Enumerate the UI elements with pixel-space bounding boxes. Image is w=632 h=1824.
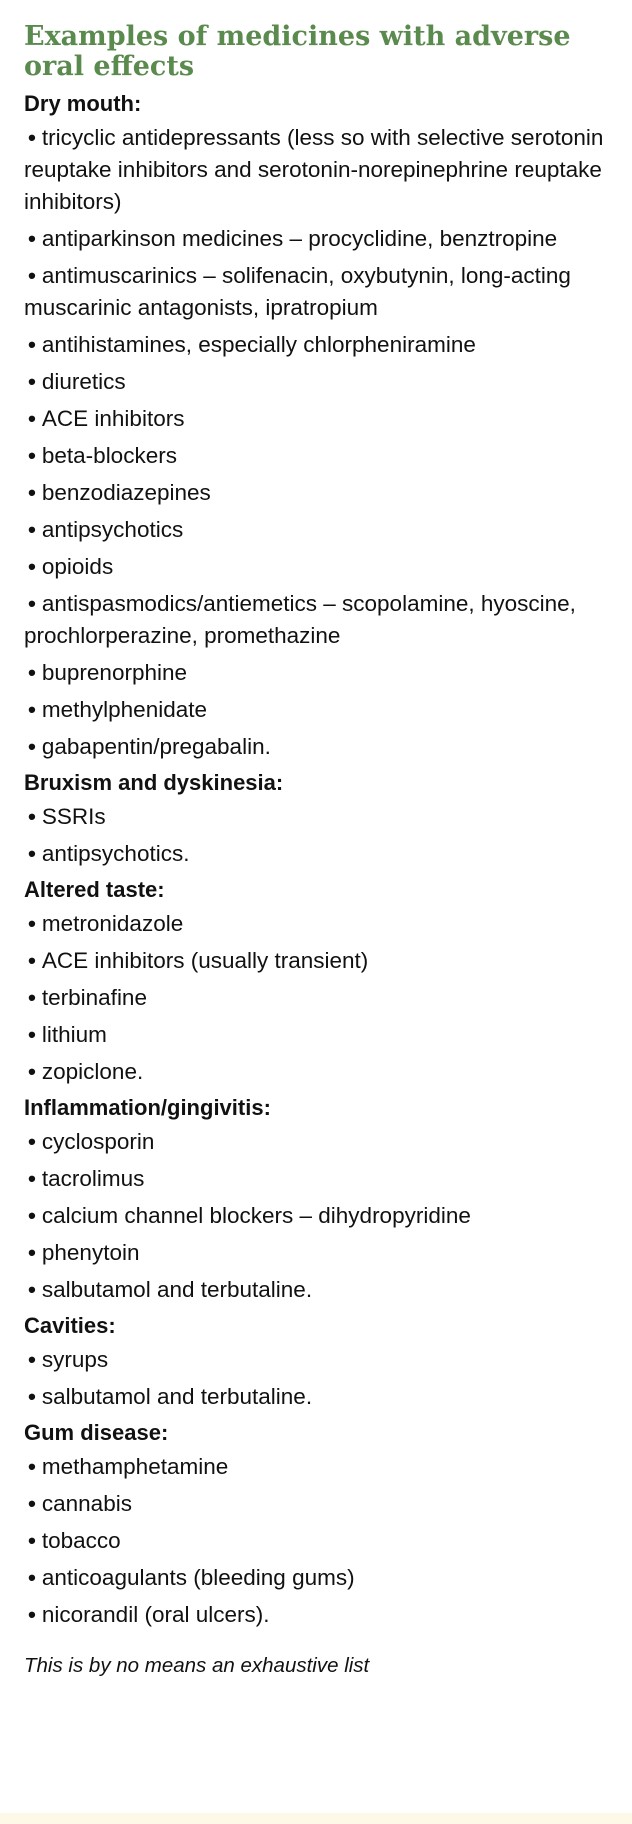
list-item <box>24 1200 612 1232</box>
list-item-text: benzodiazepines <box>41 480 211 505</box>
bullet-icon: • <box>28 406 36 431</box>
list-item <box>24 514 612 546</box>
panel-title: Examples of medicines with adverse oral effects <box>24 21 571 82</box>
list-item <box>24 1274 612 1306</box>
list-item-text: nicorandil (oral ulcers). <box>41 1602 270 1627</box>
bullet-icon: • <box>28 1602 36 1627</box>
bullet-icon: • <box>28 1565 36 1590</box>
bullet-icon: • <box>28 332 36 357</box>
bullet-icon: • <box>28 948 36 973</box>
list-item-text: tricyclic antidepressants (less so with selective serotonin reuptake inhibitors and serotonin-norepinephrine reuptake inhibitors) <box>24 125 604 214</box>
list-item <box>24 122 612 218</box>
bullet-icon: • <box>28 1022 36 1047</box>
bullet-icon: • <box>28 1129 36 1154</box>
bullet-icon: • <box>28 369 36 394</box>
bullet-icon: • <box>28 985 36 1010</box>
list-item-text: salbutamol and terbutaline. <box>41 1277 313 1302</box>
list-item <box>24 1056 612 1088</box>
bottom-band <box>0 1813 632 1824</box>
item-list <box>24 1451 612 1631</box>
list-item-text: antipsychotics <box>41 517 184 542</box>
list-item-text: antispasmodics/antiemetics – scopolamine, hyoscine, prochlorperazine, promethazine <box>24 591 576 648</box>
list-item <box>24 329 612 361</box>
section-heading: Gum disease: <box>24 1420 169 1445</box>
section <box>24 1094 612 1306</box>
list-item-text: syrups <box>41 1347 109 1372</box>
list-item <box>24 801 612 833</box>
list-item-text: tobacco <box>41 1528 121 1553</box>
list-item-text: metronidazole <box>41 911 184 936</box>
list-item <box>24 588 612 652</box>
list-item-text: SSRIs <box>41 804 106 829</box>
list-item <box>24 1562 612 1594</box>
list-item <box>24 477 612 509</box>
bullet-icon: • <box>28 1240 36 1265</box>
list-item-text: antiparkinson medicines – procyclidine, benztropine <box>41 226 558 251</box>
list-item <box>24 982 612 1014</box>
bullet-icon: • <box>28 1454 36 1479</box>
item-list <box>24 1126 612 1306</box>
bullet-icon: • <box>28 480 36 505</box>
list-item-text: diuretics <box>41 369 126 394</box>
list-item-text: calcium channel blockers – dihydropyridine <box>41 1203 471 1228</box>
item-list <box>24 908 612 1088</box>
bullet-icon: • <box>28 1277 36 1302</box>
list-item <box>24 1237 612 1269</box>
section <box>24 90 612 763</box>
list-item <box>24 1525 612 1557</box>
section <box>24 1419 612 1631</box>
list-item-text: gabapentin/pregabalin. <box>41 734 271 759</box>
bullet-icon: • <box>28 554 36 579</box>
list-item <box>24 440 612 472</box>
list-item-text: ACE inhibitors (usually transient) <box>41 948 369 973</box>
list-item <box>24 223 612 255</box>
section-heading: Altered taste: <box>24 877 165 902</box>
list-item-text: lithium <box>41 1022 107 1047</box>
list-item <box>24 694 612 726</box>
list-item-text: terbinafine <box>41 985 147 1010</box>
section-heading: Inflammation/gingivitis: <box>24 1095 271 1120</box>
list-item-text: antihistamines, especially chlorpheniramine <box>41 332 476 357</box>
bullet-icon: • <box>28 841 36 866</box>
list-item <box>24 1451 612 1483</box>
list-item <box>24 1163 612 1195</box>
bullet-icon: • <box>28 1166 36 1191</box>
bullet-icon: • <box>28 1384 36 1409</box>
bullet-icon: • <box>28 660 36 685</box>
list-item <box>24 1344 612 1376</box>
section <box>24 876 612 1088</box>
list-item <box>24 403 612 435</box>
bullet-icon: • <box>28 697 36 722</box>
list-item-text: ACE inhibitors <box>41 406 185 431</box>
list-item-text: opioids <box>41 554 114 579</box>
list-item-text: zopiclone. <box>41 1059 144 1084</box>
list-item <box>24 260 612 324</box>
list-item-text: anticoagulants (bleeding gums) <box>41 1565 355 1590</box>
list-item-text: beta-blockers <box>41 443 177 468</box>
bullet-icon: • <box>28 1528 36 1553</box>
bullet-icon: • <box>28 263 36 288</box>
list-item-text: cyclosporin <box>41 1129 155 1154</box>
list-item-text: phenytoin <box>41 1240 140 1265</box>
list-item-text: antipsychotics. <box>41 841 190 866</box>
list-item-text: buprenorphine <box>41 660 188 685</box>
list-item <box>24 657 612 689</box>
bullet-icon: • <box>28 517 36 542</box>
bullet-icon: • <box>28 1347 36 1372</box>
list-item-text: tacrolimus <box>41 1166 145 1191</box>
list-item <box>24 551 612 583</box>
section <box>24 1312 612 1413</box>
bullet-icon: • <box>28 911 36 936</box>
list-item <box>24 908 612 940</box>
bullet-icon: • <box>28 1059 36 1084</box>
item-list <box>24 801 612 870</box>
bullet-icon: • <box>28 1203 36 1228</box>
list-item <box>24 731 612 763</box>
section-heading: Dry mouth: <box>24 91 142 116</box>
list-item <box>24 945 612 977</box>
section-heading: Cavities: <box>24 1313 116 1338</box>
list-item <box>24 838 612 870</box>
list-item <box>24 1381 612 1413</box>
list-item-text: salbutamol and terbutaline. <box>41 1384 313 1409</box>
bullet-icon: • <box>28 226 36 251</box>
section-heading: Bruxism and dyskinesia: <box>24 770 284 795</box>
item-list <box>24 122 612 763</box>
list-item <box>24 1488 612 1520</box>
list-item <box>24 1599 612 1631</box>
list-item-text: antimuscarinics – solifenacin, oxybutynin, long-acting muscarinic antagonists, ipratropium <box>24 263 571 320</box>
list-item <box>24 1019 612 1051</box>
sections-container <box>24 90 612 1631</box>
bullet-icon: • <box>28 443 36 468</box>
footnote: This is by no means an exhaustive list <box>24 1654 370 1677</box>
bullet-icon: • <box>28 1491 36 1516</box>
bullet-icon: • <box>28 734 36 759</box>
list-item <box>24 366 612 398</box>
list-item-text: cannabis <box>41 1491 132 1516</box>
item-list <box>24 1344 612 1413</box>
bullet-icon: • <box>28 125 36 150</box>
list-item <box>24 1126 612 1158</box>
list-item-text: methamphetamine <box>41 1454 229 1479</box>
list-item-text: methylphenidate <box>41 697 208 722</box>
bullet-icon: • <box>28 591 36 616</box>
bullet-icon: • <box>28 804 36 829</box>
section <box>24 769 612 870</box>
